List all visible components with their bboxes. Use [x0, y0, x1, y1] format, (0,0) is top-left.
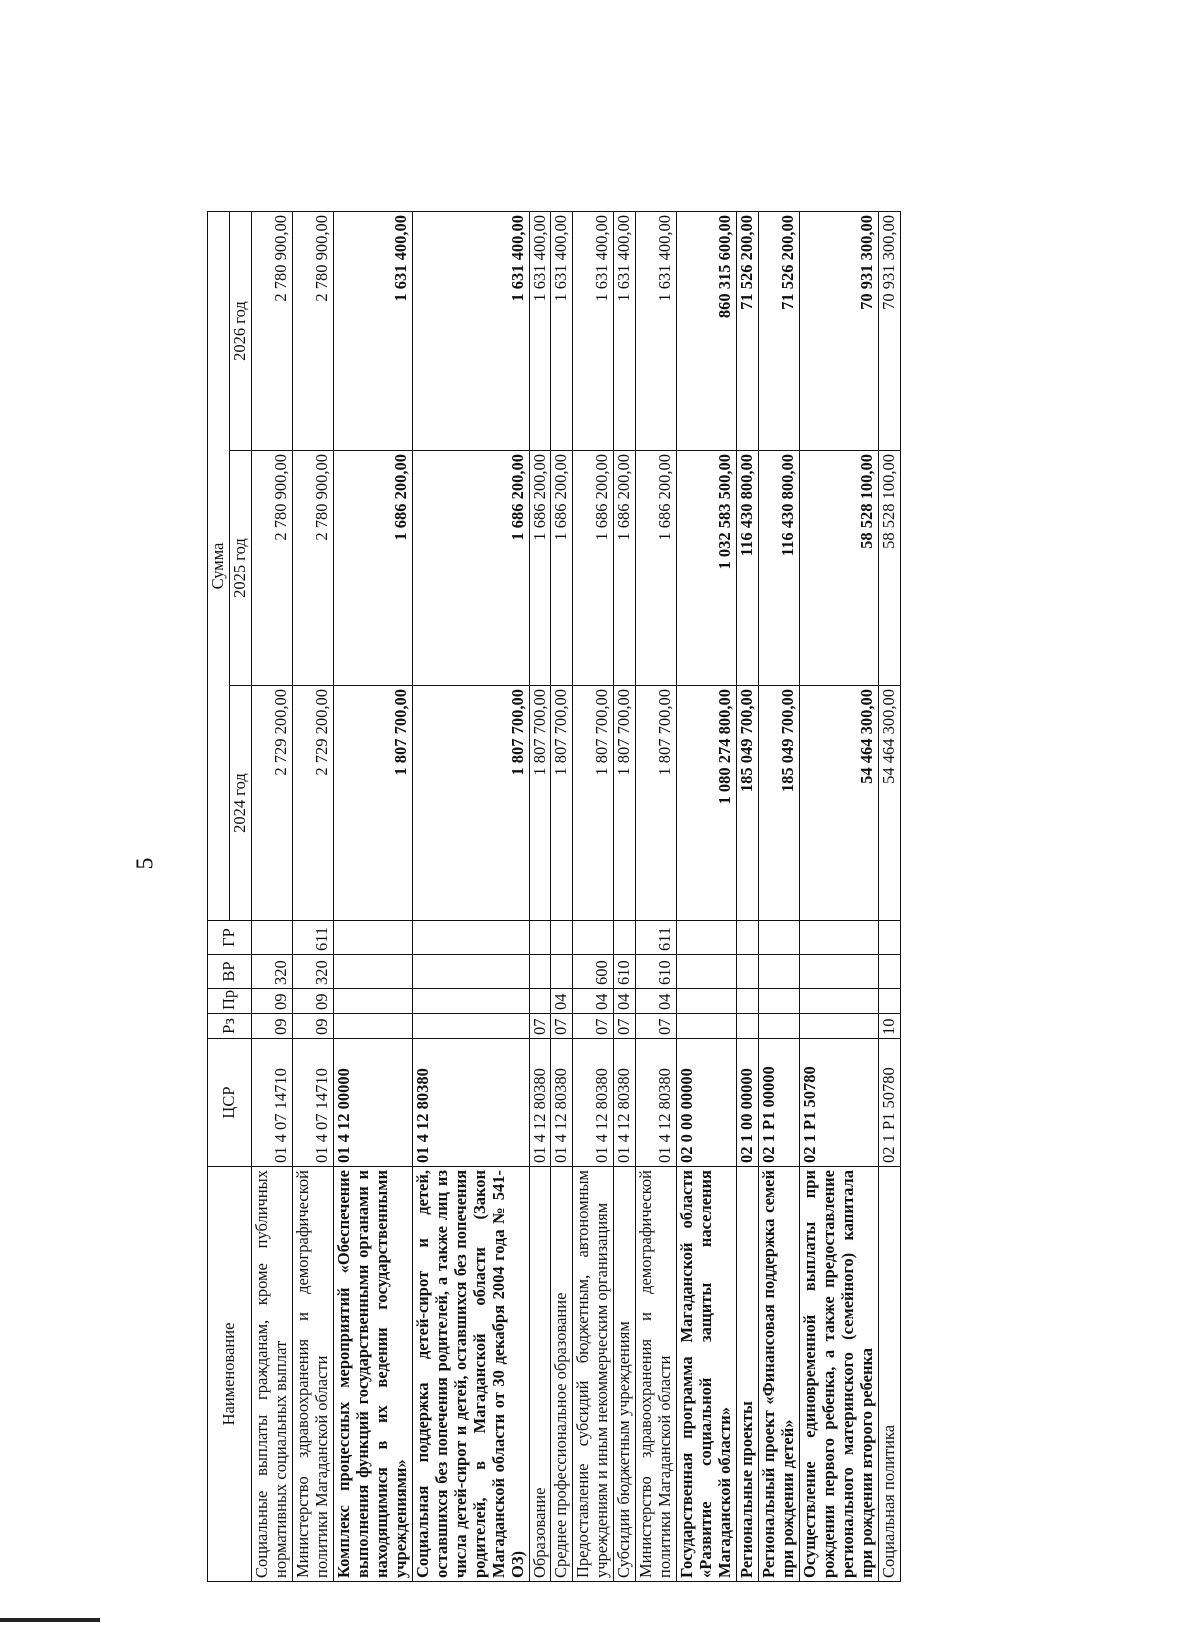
cell-csr: 02 1 Р1 00000 — [759, 1039, 800, 1167]
table-row — [412, 211, 529, 1581]
cell-name: Комплекс процессных мероприятий «Обеспечение выполнения функций государственными органами и находящимися в их ведении государственными учреждениями» — [333, 1167, 412, 1582]
cell-rz: 10 — [878, 1014, 900, 1039]
cell-rz — [677, 1014, 737, 1039]
cell-y2025: 116 430 800,00 — [759, 451, 800, 686]
cell-pr — [737, 989, 759, 1014]
cell-y2024: 1 807 700,00 — [412, 686, 529, 921]
cell-gr — [551, 921, 573, 955]
cell-name: Осуществление единовременной выплаты при рождении первого ребенка, а также предоставление регионального материнского (семейного) капитала при рождении второго ребенка — [800, 1167, 879, 1582]
cell-vr: 320 — [251, 955, 292, 989]
cell-y2024: 185 049 700,00 — [759, 686, 800, 921]
cell-pr — [878, 989, 900, 1014]
cell-y2026: 1 631 400,00 — [412, 211, 529, 450]
cell-y2026: 1 631 400,00 — [573, 211, 614, 450]
cell-vr — [800, 955, 879, 989]
cell-y2026: 70 931 300,00 — [878, 211, 900, 450]
cell-gr — [737, 921, 759, 955]
cell-csr: 01 4 12 80380 — [636, 1039, 677, 1167]
cell-y2024: 1 807 700,00 — [333, 686, 412, 921]
cell-y2026: 2 780 900,00 — [292, 211, 333, 450]
rotated-table-container — [207, 212, 1037, 1582]
cell-csr: 02 0 00 00000 — [677, 1039, 737, 1167]
cell-vr — [759, 955, 800, 989]
cell-y2024: 2 729 200,00 — [292, 686, 333, 921]
cell-y2024: 1 807 700,00 — [529, 686, 551, 921]
cell-vr: 600 — [573, 955, 614, 989]
cell-csr: 01 4 12 00000 — [333, 1039, 412, 1167]
cell-y2026: 1 631 400,00 — [636, 211, 677, 450]
cell-y2026: 860 315 600,00 — [677, 211, 737, 450]
cell-y2024: 1 807 700,00 — [614, 686, 636, 921]
table-row — [251, 211, 292, 1581]
header-sum: Сумма — [208, 211, 230, 920]
header-csr: ЦСР — [208, 1039, 252, 1167]
header-2025: 2025 год — [229, 451, 251, 686]
cell-y2025: 2 780 900,00 — [292, 451, 333, 686]
cell-vr — [878, 955, 900, 989]
header-pr: Пр — [208, 989, 252, 1014]
cell-pr: 04 — [551, 989, 573, 1014]
cell-y2025: 116 430 800,00 — [737, 451, 759, 686]
table-row — [636, 211, 677, 1581]
cell-y2025: 1 032 583 500,00 — [677, 451, 737, 686]
cell-name: Социальные выплаты гражданам, кроме публичных нормативных социальных выплат — [251, 1167, 292, 1582]
cell-vr: 610 — [614, 955, 636, 989]
table-row — [573, 211, 614, 1581]
cell-name: Региональный проект «Финансовая поддержка семей при рождении детей» — [759, 1167, 800, 1582]
header-vr: ВР — [208, 955, 252, 989]
cell-csr: 01 4 07 14710 — [292, 1039, 333, 1167]
cell-y2024: 1 807 700,00 — [551, 686, 573, 921]
cell-pr: 09 — [292, 989, 333, 1014]
cell-rz — [412, 1014, 529, 1039]
table-row — [333, 211, 412, 1581]
cell-y2025: 58 528 100,00 — [878, 451, 900, 686]
table-row — [677, 211, 737, 1581]
cell-y2025: 2 780 900,00 — [251, 451, 292, 686]
cell-y2025: 1 686 200,00 — [636, 451, 677, 686]
page-number: 5 — [132, 857, 159, 870]
cell-pr — [800, 989, 879, 1014]
cell-name: Государственная программа Магаданской области «Развитие социальной защиты населения Магаданской области» — [677, 1167, 737, 1582]
cell-rz — [800, 1014, 879, 1039]
cell-pr: 04 — [573, 989, 614, 1014]
cell-rz: 07 — [573, 1014, 614, 1039]
cell-vr — [551, 955, 573, 989]
cell-vr: 610 — [636, 955, 677, 989]
cell-name: Региональные проекты — [737, 1167, 759, 1582]
cell-y2025: 1 686 200,00 — [412, 451, 529, 686]
cell-csr: 02 1 00 00000 — [737, 1039, 759, 1167]
cell-y2026: 70 931 300,00 — [800, 211, 879, 450]
cell-y2024: 185 049 700,00 — [737, 686, 759, 921]
cell-gr: 611 — [636, 921, 677, 955]
table-row — [878, 211, 900, 1581]
table-row — [737, 211, 759, 1581]
cell-csr: 02 1 Р1 50780 — [878, 1039, 900, 1167]
cell-y2026: 71 526 200,00 — [737, 211, 759, 450]
header-2024: 2024 год — [229, 686, 251, 921]
cell-pr: 09 — [251, 989, 292, 1014]
cell-rz: 09 — [251, 1014, 292, 1039]
cell-csr: 01 4 07 14710 — [251, 1039, 292, 1167]
cell-name: Социальная политика — [878, 1167, 900, 1582]
cell-name: Среднее профессиональное образование — [551, 1167, 573, 1582]
cell-pr — [333, 989, 412, 1014]
header-rz: Рз — [208, 1014, 252, 1039]
cell-gr — [800, 921, 879, 955]
cell-csr: 01 4 12 80380 — [529, 1039, 551, 1167]
cell-pr — [412, 989, 529, 1014]
cell-gr — [251, 921, 292, 955]
cell-gr — [677, 921, 737, 955]
cell-gr — [333, 921, 412, 955]
cell-gr — [614, 921, 636, 955]
cell-rz — [333, 1014, 412, 1039]
cell-pr: 04 — [614, 989, 636, 1014]
cell-csr: 01 4 12 80380 — [614, 1039, 636, 1167]
cell-rz: 07 — [614, 1014, 636, 1039]
cell-csr: 02 1 Р1 50780 — [800, 1039, 879, 1167]
cell-name: Министерство здравоохранения и демографической политики Магаданской области — [292, 1167, 333, 1582]
cell-y2024: 1 807 700,00 — [573, 686, 614, 921]
cell-y2025: 1 686 200,00 — [333, 451, 412, 686]
cell-rz: 07 — [636, 1014, 677, 1039]
cell-vr — [412, 955, 529, 989]
table-row — [614, 211, 636, 1581]
header-name: Наименование — [208, 1167, 252, 1582]
cell-rz — [737, 1014, 759, 1039]
cell-name: Предоставление субсидий бюджетным, автономным учреждениям и иным некоммерческим организациям — [573, 1167, 614, 1582]
cell-rz — [759, 1014, 800, 1039]
table-row — [529, 211, 551, 1581]
cell-y2025: 1 686 200,00 — [551, 451, 573, 686]
header-2026: 2026 год — [229, 211, 251, 450]
cell-rz: 09 — [292, 1014, 333, 1039]
table-row — [551, 211, 573, 1581]
cell-y2026: 1 631 400,00 — [551, 211, 573, 450]
cell-gr — [759, 921, 800, 955]
table-row — [800, 211, 879, 1581]
cell-y2024: 2 729 200,00 — [251, 686, 292, 921]
cell-y2026: 1 631 400,00 — [333, 211, 412, 450]
cell-y2026: 1 631 400,00 — [529, 211, 551, 450]
cell-vr: 320 — [292, 955, 333, 989]
cell-vr — [333, 955, 412, 989]
cell-pr — [759, 989, 800, 1014]
cell-y2025: 1 686 200,00 — [529, 451, 551, 686]
cell-gr — [412, 921, 529, 955]
cell-name: Социальная поддержка детей-сирот и детей, оставшихся без попечения родителей, а также лиц из числа детей-сирот и детей, оставшихся без попечения родителей, в Магаданской области (Закон Магаданской области от 30 декабря 2004 года № 541-ОЗ) — [412, 1167, 529, 1582]
cell-rz: 07 — [551, 1014, 573, 1039]
cell-gr: 611 — [292, 921, 333, 955]
cell-y2026: 2 780 900,00 — [251, 211, 292, 450]
cell-gr — [529, 921, 551, 955]
cell-gr — [878, 921, 900, 955]
table-row — [759, 211, 800, 1581]
cell-rz: 07 — [529, 1014, 551, 1039]
cell-pr: 04 — [636, 989, 677, 1014]
cell-y2024: 54 464 300,00 — [800, 686, 879, 921]
cell-y2025: 58 528 100,00 — [800, 451, 879, 686]
cell-y2024: 1 080 274 800,00 — [677, 686, 737, 921]
cell-pr — [529, 989, 551, 1014]
scan-edge-mark — [0, 1618, 100, 1622]
cell-name: Образование — [529, 1167, 551, 1582]
table-row — [292, 211, 333, 1581]
cell-vr — [737, 955, 759, 989]
cell-y2025: 1 686 200,00 — [573, 451, 614, 686]
cell-y2024: 54 464 300,00 — [878, 686, 900, 921]
cell-csr: 01 4 12 80380 — [573, 1039, 614, 1167]
cell-name: Министерство здравоохранения и демографической политики Магаданской области — [636, 1167, 677, 1582]
cell-vr — [529, 955, 551, 989]
cell-csr: 01 4 12 80380 — [412, 1039, 529, 1167]
cell-y2026: 71 526 200,00 — [759, 211, 800, 450]
cell-name: Субсидии бюджетным учреждениям — [614, 1167, 636, 1582]
budget-table — [207, 211, 901, 1582]
cell-y2025: 1 686 200,00 — [614, 451, 636, 686]
cell-y2024: 1 807 700,00 — [636, 686, 677, 921]
cell-pr — [677, 989, 737, 1014]
cell-y2026: 1 631 400,00 — [614, 211, 636, 450]
cell-vr — [677, 955, 737, 989]
cell-csr: 01 4 12 80380 — [551, 1039, 573, 1167]
cell-gr — [573, 921, 614, 955]
header-gr: ГР — [208, 921, 252, 955]
table-body — [251, 211, 900, 1581]
